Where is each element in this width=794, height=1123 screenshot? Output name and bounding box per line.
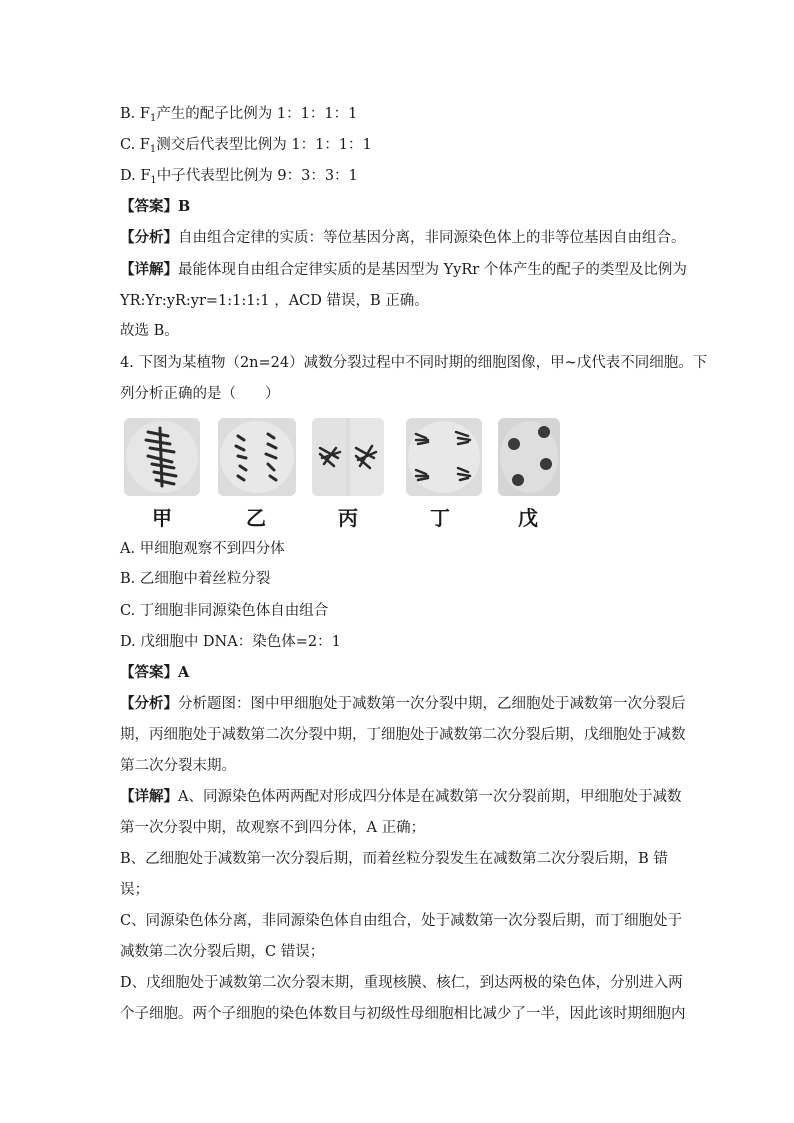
cell-micrograph-figure bbox=[120, 418, 570, 528]
detail-q4-c-line2: 减数第二次分裂后期，C 错误； bbox=[120, 944, 325, 960]
micrograph-ding bbox=[406, 418, 482, 496]
question-4-stem: 4. 下图为某植物（2n=24）减数分裂过程中不同时期的细胞图像，甲~戊代表不同细胞。下 bbox=[120, 355, 708, 371]
option-c-q3: C. $F_1$测交后代表型比例为 1：1：1：1 bbox=[120, 137, 372, 155]
label-ding: 丁 bbox=[430, 506, 450, 530]
question-4-stem-cont: 列分析正确的是（ ） bbox=[120, 386, 280, 402]
label-wu: 戊 bbox=[518, 506, 538, 530]
option-d-q4: D. 戊细胞中 DNA：染色体=2：1 bbox=[120, 634, 341, 650]
answer-q4: 【答案】A bbox=[120, 664, 190, 681]
detail-q4-d-line2: 个子细胞。两个子细胞的染色体数目与初级性母细胞相比减少了一半，因此该时期细胞内 bbox=[120, 1006, 686, 1022]
detail-q4-c-line1: C、同源染色体分离，非同源染色体自由组合，处于减数第一次分裂后期，而丁细胞处于 bbox=[120, 913, 683, 929]
analysis-q4-line3: 第二次分裂末期。 bbox=[120, 758, 236, 774]
analysis-q4-line1: 【分析】分析题图：图中甲细胞处于减数第一次分裂中期，乙细胞处于减数第一次分裂后 bbox=[120, 695, 686, 712]
option-d-q3: D. $F_1$中子代表型比例为 9：3：3：1 bbox=[120, 168, 358, 186]
detail-q4-d-line1: D、戊细胞处于减数第二次分裂末期，重现核膜、核仁，到达两极的染色体，分别进入两 bbox=[120, 975, 683, 991]
detail-q3-line1: 【详解】最能体现自由组合定律实质的是基因型为 YyRr 个体产生的配子的类型及比例为 bbox=[120, 261, 687, 278]
analysis-q4-line2: 期，丙细胞处于减数第二次分裂中期，丁细胞处于减数第二次分裂后期，戊细胞处于减数 bbox=[120, 727, 686, 743]
option-a-q4: A. 甲细胞观察不到四分体 bbox=[120, 541, 285, 557]
detail-q3-line3: 故选 B。 bbox=[120, 323, 179, 339]
micrograph-yi bbox=[218, 418, 296, 496]
detail-q4-b-line1: B、乙细胞处于减数第一次分裂后期，而着丝粒分裂发生在减数第二次分裂后期，B 错 bbox=[120, 851, 668, 867]
answer-q3: 【答案】B bbox=[120, 198, 191, 215]
label-yi: 乙 bbox=[246, 506, 266, 530]
detail-q4-a-line2: 第一次分裂中期，故观察不到四分体，A 正确； bbox=[120, 820, 426, 836]
label-jia: 甲 bbox=[152, 506, 172, 530]
detail-q3-line2: YR:Yr:yR:yr=1:1:1:1 ，ACD 错误，B 正确。 bbox=[120, 293, 429, 309]
analysis-q3: 【分析】自由组合定律的实质：等位基因分离，非同源染色体上的非等位基因自由组合。 bbox=[120, 229, 686, 246]
detail-q4-b-line2: 误； bbox=[120, 882, 149, 898]
micrograph-wu bbox=[498, 418, 560, 496]
micrograph-jia bbox=[124, 418, 200, 496]
label-bing: 丙 bbox=[338, 506, 358, 530]
micrograph-bing bbox=[312, 418, 384, 496]
detail-q4-a-line1: 【详解】A、同源染色体两两配对形成四分体是在减数第一次分裂前期，甲细胞处于减数 bbox=[120, 788, 682, 805]
option-b-q4: B. 乙细胞中着丝粒分裂 bbox=[120, 571, 271, 587]
option-b-q3: B. $F_1$产生的配子比例为 1：1：1：1 bbox=[120, 106, 358, 124]
option-c-q4: C. 丁细胞非同源染色体自由组合 bbox=[120, 603, 329, 619]
